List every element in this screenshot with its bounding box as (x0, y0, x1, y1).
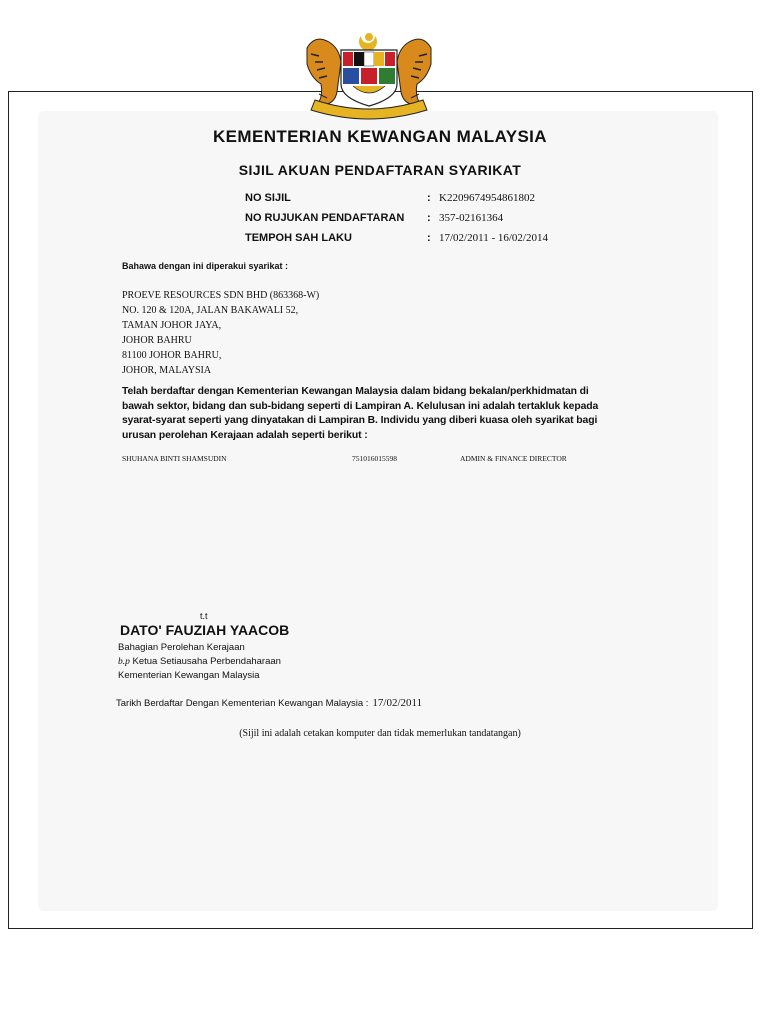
authorized-person-name: SHUHANA BINTI SHAMSUDIN (122, 454, 227, 463)
meta-value: 17/02/2011 - 16/02/2014 (439, 232, 548, 244)
computer-print-note: (Sijil ini adalah cetakan komputer dan tidak memerlukan tandatangan) (239, 728, 521, 739)
address-line: NO. 120 & 120A, JALAN BAKAWALI 52, (122, 305, 299, 316)
meta-row-validity (245, 228, 548, 248)
ministry-heading: KEMENTERIAN KEWANGAN MALAYSIA (213, 127, 547, 146)
certificate-title: SIJIL AKUAN PENDAFTARAN SYARIKAT (238, 162, 522, 178)
coat-of-arms-icon (297, 28, 441, 120)
authorized-person-id: 751016015598 (352, 454, 397, 463)
signer-title-text: Ketua Setiausaha Perbendaharaan (132, 656, 281, 667)
address-line: JOHOR BAHRU (122, 335, 192, 346)
signer-name: DATO' FAUZIAH YAACOB (120, 622, 290, 638)
authorized-person-position: ADMIN & FINANCE DIRECTOR (460, 454, 567, 463)
signer-ministry: Kementerian Kewangan Malaysia (118, 670, 260, 681)
certify-statement: Bahawa dengan ini diperakui syarikat : (122, 261, 289, 271)
certificate-meta (245, 188, 548, 248)
address-line: JOHOR, MALAYSIA (122, 365, 212, 376)
meta-row-certificate-no (245, 188, 548, 208)
signer-department: Bahagian Perolehan Kerajaan (118, 642, 245, 653)
meta-sep: : (427, 212, 431, 224)
meta-sep: : (427, 232, 431, 244)
bp-prefix: b.p (118, 657, 130, 667)
signature-tt: t.t (200, 611, 208, 621)
meta-row-reference-no (245, 208, 548, 228)
registration-date-label: Tarikh Berdaftar Dengan Kementerian Kewangan Malaysia : (116, 698, 369, 709)
company-name: PROEVE RESOURCES SDN BHD (863368-W) (122, 290, 320, 301)
address-line: 81100 JOHOR BAHRU, (122, 350, 222, 361)
meta-sep: : (427, 192, 431, 204)
meta-value: 357-02161364 (439, 212, 504, 224)
registration-paragraph: Telah berdaftar dengan Kementerian Kewangan Malaysia dalam bidang bekalan/perkhidmatan di bawah sektor, bidang dan sub-bidang seperti di Lampiran A. Kelulusan ini adalah tertakluk kepada syarat-syarat seperti yang dinyatakan di Lampiran B. Individu yang diberi kuasa oleh syarikat bagi urusan perolehan Kerajaan adalah seperti berikut : (122, 386, 599, 441)
meta-label: NO SIJIL (245, 192, 291, 204)
meta-label: NO RUJUKAN PENDAFTARAN (245, 212, 405, 224)
meta-label: TEMPOH SAH LAKU (245, 232, 352, 244)
meta-value: K2209674954861802 (439, 192, 535, 204)
registration-date-value: 17/02/2011 (372, 697, 423, 709)
registration-date (116, 697, 422, 709)
address-line: TAMAN JOHOR JAYA, (122, 320, 222, 331)
company-address (122, 288, 319, 378)
signer-title (118, 656, 281, 667)
